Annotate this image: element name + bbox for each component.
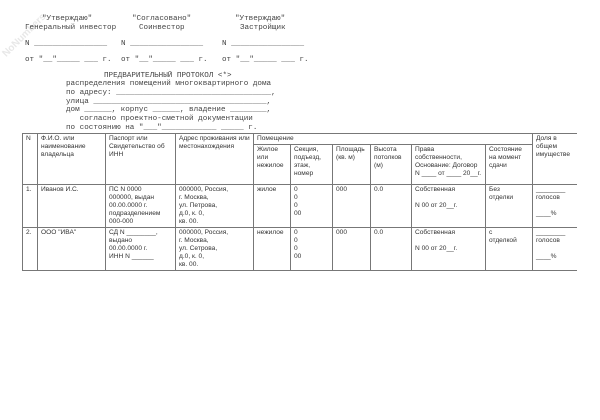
role: Соинвестор (139, 24, 185, 32)
cell-address: 000000, Россия, г. Москва, ул. Сетрова, д.0, к. 0, кв. 00. (176, 228, 254, 271)
cell-state: Без отделки (486, 185, 533, 228)
header-state: Состояние на момент сдачи (486, 145, 533, 185)
header-address: Адрес проживания или местонахождения (176, 134, 254, 185)
cell-passport: СД N ________, выдано 00.00.0000 г. ИНН N ______ (106, 228, 176, 271)
number-field: N ________________ (25, 40, 108, 48)
stamp: "Утверждаю" (42, 15, 93, 23)
cell-n: 2. (23, 228, 38, 271)
table-row (23, 185, 577, 228)
protocol-table (22, 133, 577, 271)
header-height: Высота потолков (м) (371, 145, 412, 185)
cell-rights: Собственная N 00 от 20__г. (412, 228, 486, 271)
stamp: "Утверждаю" (235, 15, 286, 23)
cell-height: 0.0 (371, 185, 412, 228)
cell-area: 000 (333, 228, 371, 271)
header-passport: Паспорт или Свидетельство об ИНН (106, 134, 176, 185)
cell-section: 0 0 0 00 (291, 228, 333, 271)
cell-type: жилое (254, 185, 291, 228)
cell-section: 0 0 0 00 (291, 185, 333, 228)
cell-height: 0.0 (371, 228, 412, 271)
table-row (23, 228, 577, 271)
date-field: от "__"_____ ___ г. (222, 56, 309, 64)
watermark: NoNumbers (0, 11, 49, 60)
header-section: Секция, подъезд, этаж, номер (291, 145, 333, 185)
cell-share: ________ голосов ____% (533, 228, 577, 271)
document-title: ПРЕДВАРИТЕЛЬНЫЙ ПРОТОКОЛ <*> (104, 72, 232, 80)
number-field: N ________________ (121, 40, 204, 48)
cell-n: 1. (23, 185, 38, 228)
header-share: Доля в общем имуществе (533, 134, 577, 185)
header-premises: Помещение (254, 134, 533, 145)
cell-rights: Собственная N 00 от 20__г. (412, 185, 486, 228)
date-field: от "__"_____ ___ г. (25, 56, 112, 64)
header-type: Жилое или нежилое (254, 145, 291, 185)
header-name: Ф.И.О. или наименование владельца (38, 134, 106, 185)
cell-name: ООО "ИВА" (38, 228, 106, 271)
cell-area: 000 (333, 185, 371, 228)
cell-passport: ПС N 0000 000000, выдан 00.00.0000 г. подразделением 000-000 (106, 185, 176, 228)
role: Генеральный инвестор (25, 24, 117, 32)
cell-share: ________ голосов ____% (533, 185, 577, 228)
header-area: Площадь (кв. м) (333, 145, 371, 185)
role: Застройщик (240, 24, 286, 32)
document-subtitle: распределения помещений многоквартирного дома по адресу: __________________________________, улица ______________________________________, дом ______, корпус ______, владение ________, согласно проектно-сметной документации по состоянию на "___"____________ _____ г. (66, 80, 276, 132)
cell-name: Иванов И.С. (38, 185, 106, 228)
cell-address: 000000, Россия, г. Москва, ул. Петрова, д.0, к. 0, кв. 00. (176, 185, 254, 228)
number-field: N ________________ (222, 40, 305, 48)
cell-type: нежилое (254, 228, 291, 271)
header-rights: Права собственности, Основание: Договор N ____ от ____ 20__г. (412, 145, 486, 185)
date-field: от "__"_____ ___ г. (121, 56, 208, 64)
cell-state: с отделкой (486, 228, 533, 271)
header-n: N (23, 134, 38, 185)
approval-investor (42, 15, 92, 24)
stamp: "Согласовано" (132, 15, 192, 23)
